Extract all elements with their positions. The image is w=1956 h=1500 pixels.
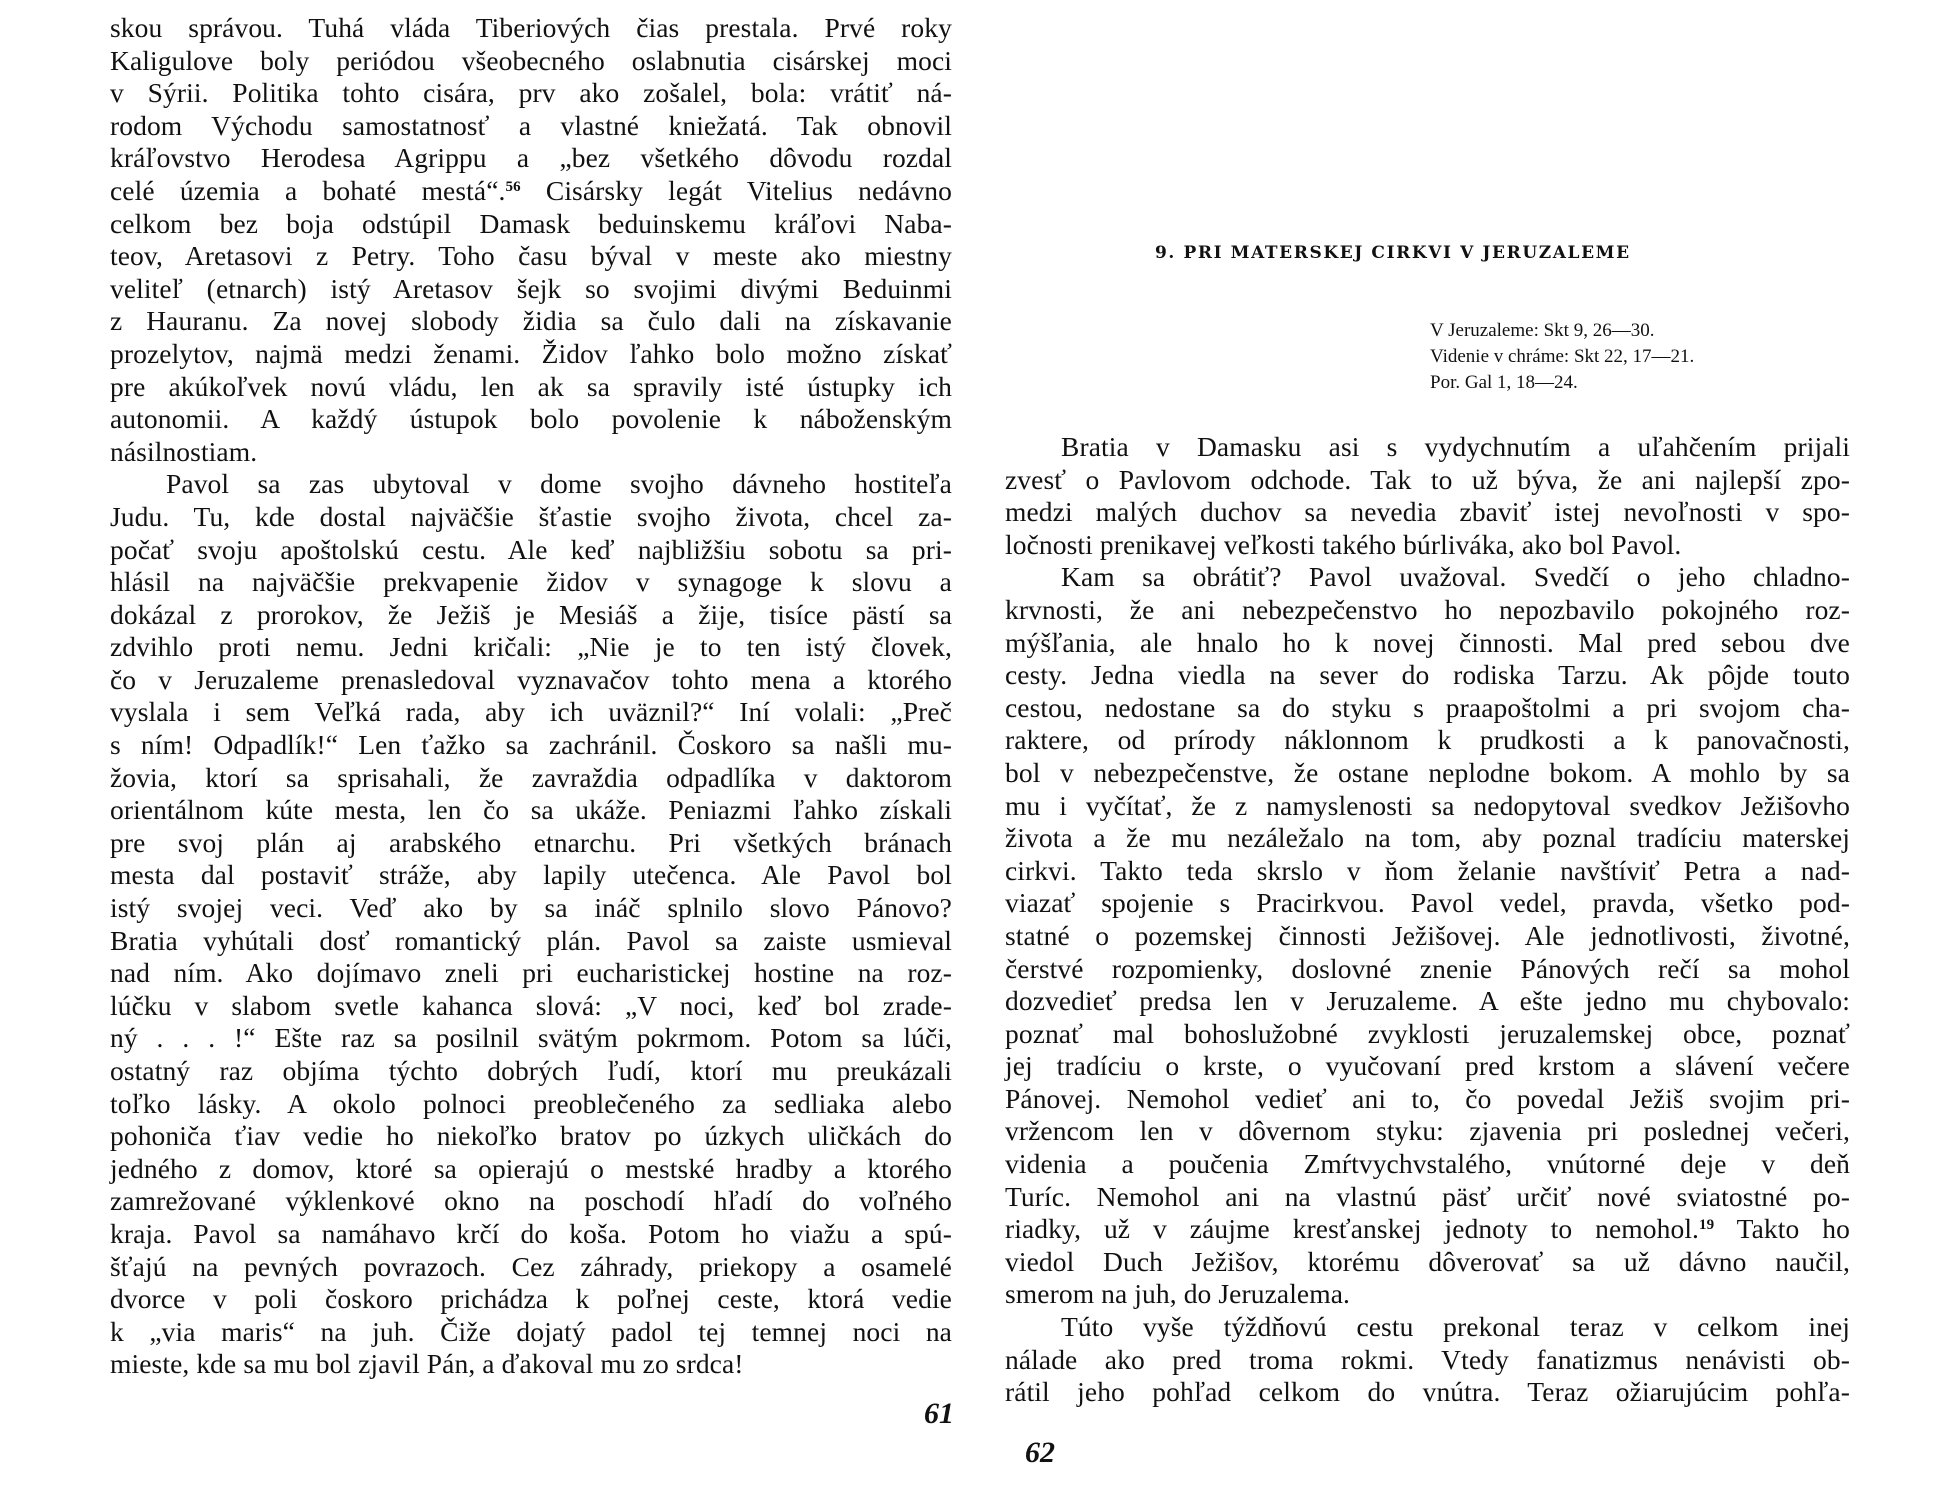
text-line	[110, 1185, 952, 1218]
text-line	[110, 631, 952, 664]
text-segment: dozvedieť predsa len v Jeruzaleme. A ešte jedno mu chybovalo:	[1005, 985, 1850, 1017]
text-segment: Bratia vyhútali dosť romantický plán. Pavol sa zaiste usmieval	[110, 924, 952, 956]
text-line	[110, 338, 952, 371]
text-line	[110, 468, 952, 501]
text-line	[110, 403, 952, 436]
text-line	[110, 1348, 952, 1381]
text-segment: Pánovej. Nemohol vedieť ani to, čo povedal Ježiš svojim pri-	[1005, 1082, 1850, 1114]
text-line	[1005, 627, 1850, 660]
text-segment: kráľovstvo Herodesa Agrippu a „bez všetkého dôvodu rozdal	[110, 142, 952, 174]
text-segment: zamrežované výklenkové okno na poschodí hľadí do voľného	[110, 1185, 952, 1217]
citation-line: Por. Gal 1, 18—24.	[1430, 372, 1578, 393]
text-line	[110, 827, 952, 860]
citation-line: V Jeruzaleme: Skt 9, 26—30.	[1430, 320, 1655, 341]
text-segment: pre svoj plán aj arabského etnarchu. Pri všetkých bránach	[110, 826, 952, 858]
text-line	[110, 1283, 952, 1316]
text-segment: Takto ho	[1714, 1213, 1850, 1245]
text-segment: vyslala i sem Veľká rada, aby ich uväznil?“ Iní volali: „Preč	[110, 696, 952, 728]
left-page-body	[110, 12, 952, 1381]
text-line	[1005, 1376, 1850, 1409]
text-line	[110, 599, 952, 632]
text-segment: násilnostiam.	[110, 435, 258, 467]
text-segment: celé územia a bohaté mestá“.	[110, 174, 506, 206]
text-line	[110, 1218, 952, 1251]
text-segment: statné o pozemskej činnosti Ježišovej. Ale jednotlivosti, životné,	[1005, 919, 1850, 951]
text-line	[110, 273, 952, 306]
text-line	[110, 142, 952, 175]
text-segment: Túto vyše týždňovú cestu prekonal teraz v celkom inej	[1061, 1311, 1850, 1343]
text-line	[110, 1055, 952, 1088]
text-segment: hlásil na najväčšie prekvapenie židov v synagoge k slovu a	[110, 566, 952, 598]
text-line	[1005, 724, 1850, 757]
text-segment: riadky, už v záujme kresťanskej jednoty to nemohol.	[1005, 1213, 1700, 1245]
text-segment: jedného z domov, ktoré sa opierajú o mestské hradby a ktorého	[110, 1152, 952, 1184]
text-segment: cestou, nedostane sa do styku s praapoštolmi a pri svojom cha-	[1005, 691, 1850, 723]
right-page-body	[1005, 431, 1850, 1409]
text-line	[1005, 1115, 1850, 1148]
text-line	[110, 762, 952, 795]
text-line	[110, 696, 952, 729]
text-segment: vržencom len v dôvernom styku: zjavenia pri poslednej večeri,	[1005, 1115, 1850, 1147]
text-segment: šťajú na pevných povrazoch. Cez záhrady, priekopy a osamelé	[110, 1250, 952, 1282]
text-line	[110, 77, 952, 110]
text-segment: istý svojej veci. Veď ako by sa ináč splnilo slovo Pánovo?	[110, 892, 952, 924]
text-line	[110, 175, 952, 208]
footnote-marker: 56	[505, 178, 521, 195]
text-segment: orientálnom kúte mesta, len čo sa ukáže. Peniazmi ľahko získali	[110, 794, 952, 826]
text-line	[110, 1153, 952, 1186]
text-line	[110, 957, 952, 990]
text-line	[110, 1088, 952, 1121]
text-segment: dokázal z prorokov, že Ježiš je Mesiáš a žije, tisíce pästí sa	[110, 598, 952, 630]
text-line	[110, 1120, 952, 1153]
text-line	[1005, 1344, 1850, 1377]
text-segment: rodom Východu samostatnosť a vlastné kniežatá. Tak obnovil	[110, 109, 952, 141]
chapter-heading: 9. PRI MATERSKEJ CIRKVI V JERUZALEME	[1155, 243, 1631, 263]
text-line	[1005, 1148, 1850, 1181]
text-line	[1005, 1311, 1850, 1344]
text-segment: dvorce v poli čoskoro prichádza k poľnej ceste, ktorá vedie	[110, 1283, 952, 1315]
text-line	[1005, 1181, 1850, 1214]
text-line	[1005, 496, 1850, 529]
page-number-left: 61	[924, 1397, 954, 1430]
text-segment: k „via maris“ na juh. Čiže dojatý padol tej temnej noci na	[110, 1315, 952, 1347]
text-line	[110, 1316, 952, 1349]
text-line	[1005, 887, 1850, 920]
page-number-right: 62	[1025, 1436, 1055, 1469]
text-segment: raktere, od prírody náklonnom k prudkosti a k panovačnosti,	[1005, 724, 1850, 756]
text-segment: Turíc. Nemohol ani na vlastnú päsť určiť nové sviatostné po-	[1005, 1180, 1850, 1212]
text-segment: čerstvé rozpomienky, doslovné znenie Pánových rečí sa mohol	[1005, 952, 1850, 984]
text-segment: cirkvi. Takto teda skrslo v ňom želanie navštíviť Petra a nad-	[1005, 854, 1850, 886]
citation-line: Videnie v chráme: Skt 22, 17—21.	[1430, 346, 1695, 367]
text-line	[1005, 594, 1850, 627]
text-line	[110, 436, 952, 469]
text-segment: nad ním. Ako dojímavo zneli pri eucharistickej hostine na roz-	[110, 957, 952, 989]
text-line	[1005, 561, 1850, 594]
text-segment: autonomii. A každý ústupok bolo povolenie k náboženským	[110, 403, 952, 435]
text-line	[1005, 855, 1850, 888]
text-segment: mieste, kde sa mu bol zjavil Pán, a ďakoval mu zo srdca!	[110, 1348, 744, 1380]
text-line	[1005, 692, 1850, 725]
text-segment: rátil jeho pohľad celkom do vnútra. Teraz ožiarujúcim pohľa-	[1005, 1376, 1850, 1408]
text-segment: mýšľania, ale hnalo ho k novej činnosti. Mal pred sebou dve	[1005, 626, 1850, 658]
text-segment: čo v Jeruzaleme prenasledoval vyznavačov tohto mena a ktorého	[110, 663, 952, 695]
scripture-citations	[1430, 318, 1694, 396]
text-segment: počať svoju apoštolskú cestu. Ale keď najbližšiu sobotu sa pri-	[110, 533, 952, 565]
text-line	[110, 794, 952, 827]
text-line	[110, 12, 952, 45]
text-segment: krvnosti, že ani nebezpečenstvo ho nepozbavilo pokojného roz-	[1005, 593, 1850, 625]
text-line	[110, 371, 952, 404]
text-line	[1005, 757, 1850, 790]
text-segment: Kaligulove boly periódou všeobecného oslabnutia cisárskej moci	[110, 44, 952, 76]
text-line	[110, 664, 952, 697]
text-segment: žovia, ktorí sa sprisahali, že zavraždia odpadlíka v daktorom	[110, 761, 952, 793]
text-segment: Bratia v Damasku asi s vydychnutím a uľahčením prijali	[1061, 431, 1850, 462]
text-line	[110, 729, 952, 762]
text-line	[1005, 529, 1850, 562]
text-line	[1005, 953, 1850, 986]
text-line	[1005, 464, 1850, 497]
text-segment: jej tradíciu o krste, o vyučovaní pred krstom a slávení večere	[1005, 1050, 1850, 1082]
text-line	[110, 990, 952, 1023]
text-segment: Judu. Tu, kde dostal najväčšie šťastie svojho života, chcel za-	[110, 500, 952, 532]
text-line	[110, 240, 952, 273]
text-segment: zvesť o Pavlovom odchode. Tak to už býva, že ani najlepší zpo-	[1005, 463, 1850, 495]
text-segment: mu i vyčítať, že z namyslenosti sa nedopytoval svedkov Ježišovho	[1005, 789, 1850, 821]
text-line	[1005, 790, 1850, 823]
text-segment: s ním! Odpadlík!“ Len ťažko sa zachránil. Čoskoro sa našli mu-	[110, 729, 952, 761]
text-segment: v Sýrii. Politika tohto cisára, prv ako zošalel, bola: vrátiť ná-	[110, 77, 952, 109]
text-line	[1005, 985, 1850, 1018]
text-line	[110, 45, 952, 78]
text-line	[1005, 1018, 1850, 1051]
text-segment: nálade ako pred troma rokmi. Vtedy fanatizmus nenávisti ob-	[1005, 1343, 1850, 1375]
text-line	[110, 110, 952, 143]
text-line	[110, 1251, 952, 1284]
text-segment: ostatný raz objíma týchto dobrých ľudí, ktorí mu preukázali	[110, 1055, 952, 1086]
text-line	[1005, 1213, 1850, 1246]
right-page	[980, 0, 1956, 1500]
text-line	[110, 566, 952, 599]
text-segment: života a že mu nezáležalo na tom, aby poznal tradíciu materskej	[1005, 822, 1850, 854]
text-line	[1005, 1050, 1850, 1083]
text-segment: Cisársky legát Vitelius nedávno	[520, 174, 952, 206]
text-line	[1005, 1083, 1850, 1116]
text-segment: pre akúkoľvek novú vládu, len ak sa spravily isté ústupky ich	[110, 370, 952, 402]
text-segment: ný . . . !“ Ešte raz sa posilnil svätým pokrmom. Potom sa lúči,	[110, 1022, 952, 1054]
text-line	[1005, 920, 1850, 953]
text-line	[110, 892, 952, 925]
text-segment: lúčku v slabom svetle kahanca slová: „V noci, keď bol zrade-	[110, 989, 952, 1021]
text-line	[1005, 659, 1850, 692]
text-segment: kraja. Pavol sa namáhavo krčí do koša. Potom ho viažu a spú-	[110, 1217, 952, 1249]
text-segment: celkom bez boja odstúpil Damask beduinskemu kráľovi Naba-	[110, 207, 952, 239]
text-segment: medzi malých duchov sa nevedia zbaviť istej nevoľnosti v spo-	[1005, 496, 1850, 528]
text-segment: ločnosti prenikavej veľkosti takého búrliváka, ako bol Pavol.	[1005, 528, 1682, 560]
text-segment: zdvihlo proti nemu. Jedni kričali: „Nie je to ten istý človek,	[110, 631, 952, 663]
text-segment: Kam sa obrátiť? Pavol uvažoval. Svedčí o jeho chladno-	[1061, 561, 1850, 593]
text-line	[110, 305, 952, 338]
footnote-marker: 19	[1699, 1217, 1715, 1234]
text-line	[110, 1022, 952, 1055]
text-segment: teov, Aretasovi z Petry. Toho času býval v meste ako miestny	[110, 240, 952, 272]
text-segment: z Hauranu. Za novej slobody židia sa čulo dali na získavanie	[110, 305, 952, 337]
text-line	[1005, 1278, 1850, 1311]
text-segment: viedol Duch Ježišov, ktorému dôverovať sa už dávno naučil,	[1005, 1245, 1850, 1277]
text-line	[110, 859, 952, 892]
text-line	[110, 925, 952, 958]
text-segment: poznať mal bohoslužobné zvyklosti jeruzalemskej obce, poznať	[1005, 1017, 1850, 1049]
text-segment: viazať spojenie s Pracirkvou. Pavol vedel, pravda, všetko pod-	[1005, 887, 1850, 919]
text-line	[1005, 822, 1850, 855]
text-segment: videnia a poučenia Zmŕtvychvstalého, vnútorné deje v deň	[1005, 1148, 1850, 1180]
text-segment: skou správou. Tuhá vláda Tiberiových čias prestala. Prvé roky	[110, 12, 952, 43]
text-segment: smerom na juh, do Jeruzalema.	[1005, 1278, 1351, 1310]
text-segment: bol v nebezpečenstve, že ostane neplodne bokom. A mohlo by sa	[1005, 756, 1850, 788]
text-segment: cesty. Jedna viedla na sever do rodiska Tarzu. Ak pôjde touto	[1005, 659, 1850, 691]
text-segment: mesta dal postaviť stráže, aby lapily utečenca. Ale Pavol bol	[110, 859, 952, 891]
text-segment: pohoniča ťiav vedie ho niekoľko bratov po úzkych uličkách do	[110, 1120, 952, 1152]
text-line	[1005, 431, 1850, 464]
text-line	[110, 534, 952, 567]
text-line	[110, 208, 952, 241]
text-line	[1005, 1246, 1850, 1279]
text-segment: veliteľ (etnarch) istý Aretasov šejk so svojimi divými Beduinmi	[110, 272, 952, 304]
text-segment: toľko lásky. A okolo polnoci preoblečeného za sedliaka alebo	[110, 1087, 952, 1119]
text-segment: Pavol sa zas ubytoval v dome svojho dávneho hostiteľa	[166, 468, 952, 500]
text-segment: prozelytov, najmä medzi ženami. Židov ľahko bolo možno získať	[110, 337, 952, 369]
text-line	[110, 501, 952, 534]
